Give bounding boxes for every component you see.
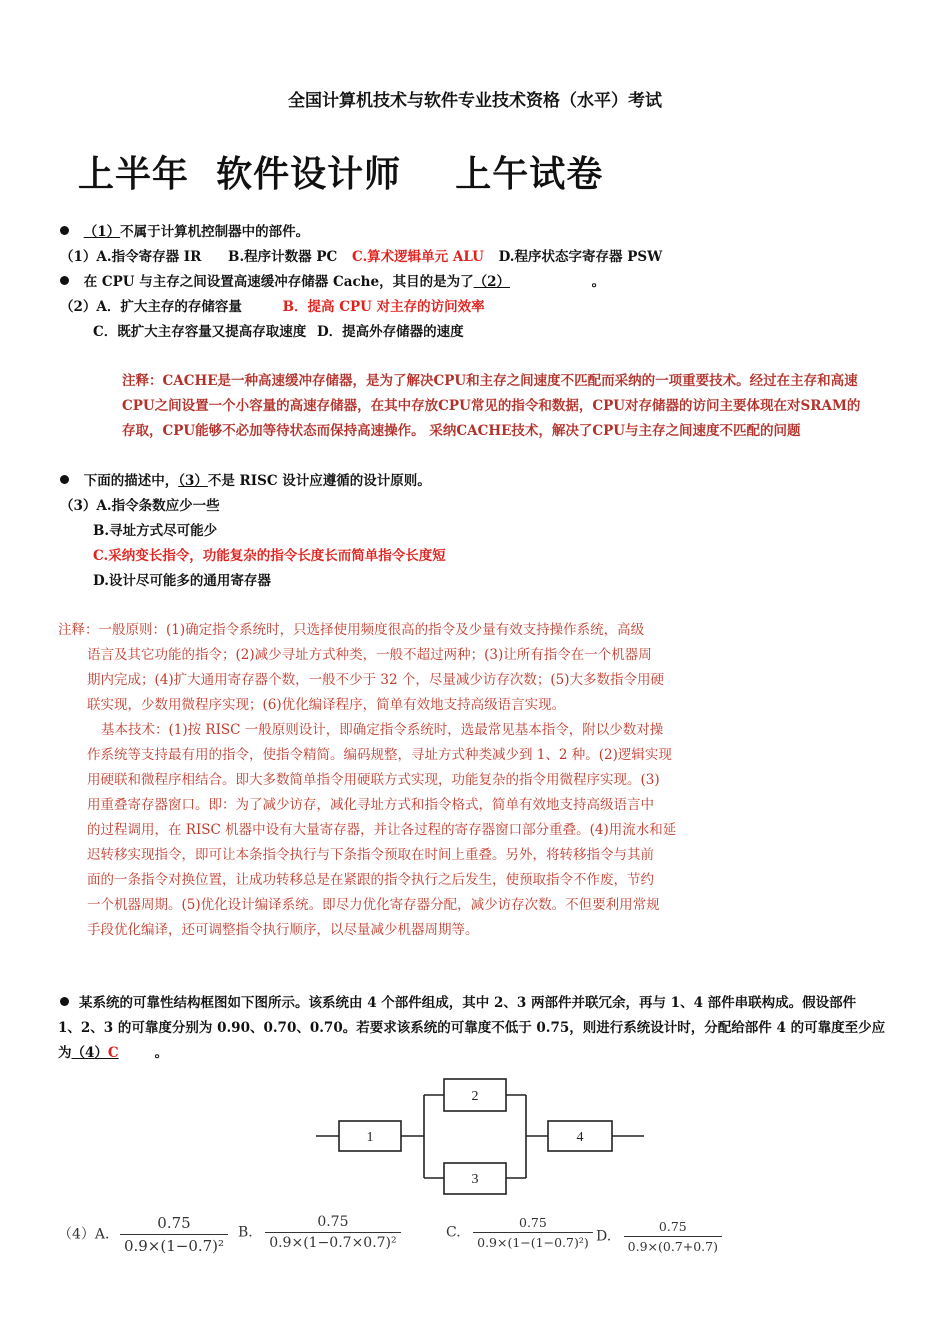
q4-prefix: （4）	[58, 1226, 95, 1243]
q3-note-line: 一个机器周期。(5)优化设计编译系统。即尽力优化寄存器分配，减少访存次数。不但要利用常规	[87, 897, 660, 913]
q3-prefix: （3）	[60, 498, 97, 514]
q2-note-line: 注释：CACHE是一种高速缓冲存储器，是为了解决CPU和主存之间速度不匹配而采纳的一项重要技术。经过在主存和高速	[122, 373, 858, 389]
q2-stem	[60, 270, 605, 290]
q2-note	[122, 369, 860, 444]
bullet-icon	[60, 226, 69, 235]
q4-option-c	[446, 1215, 593, 1250]
q1-option-a: A.指令寄存器 IR	[96, 249, 202, 265]
q1-prefix: （1）	[60, 249, 97, 265]
q4-option-a-fraction	[120, 1214, 228, 1255]
block-2-label: 2	[471, 1089, 479, 1104]
q3-note-line: 语言及其它功能的指令；(2)减少寻址方式种类，一般不超过两种；(3)让所有指令在一个机器周	[87, 647, 652, 663]
q2-option-c: C．既扩大主存容量又提高存取速度	[93, 324, 307, 340]
q3-stem	[60, 469, 431, 489]
q4-option-c-numerator: 0.75	[519, 1215, 547, 1230]
q3-option-b: B.寻址方式尽可能少	[93, 523, 218, 539]
q4-option-b-fraction	[265, 1214, 400, 1251]
q3-note-line: 基本技术：(1)按 RISC 一般原则设计，即确定指令系统时，选最常见基本指令，附以少数对操	[101, 722, 664, 738]
q4-option-b	[238, 1214, 401, 1251]
q2-prefix: （2）	[60, 299, 97, 315]
q3-option-a-row	[60, 494, 220, 514]
paper-title: 上半年 软件设计师 上午试卷	[78, 153, 604, 195]
bullet-icon	[60, 276, 69, 285]
q4-answer: C	[107, 1045, 119, 1061]
q3-note-line: 注释：一般原则：(1)确定指令系统时，只选择使用频度很高的指令及少量有效支持操作系统，高级	[58, 622, 645, 638]
q3-stem-post: 不是 RISC 设计应遵循的设计原则。	[207, 473, 431, 489]
q4-option-a-denominator: 0.9×(1−0.7)²	[120, 1234, 228, 1255]
q4-option-a	[58, 1214, 228, 1255]
q3-note-line: 期内完成；(4)扩大通用寄存器个数，一般不少于 32 个，尽量减少访存次数；(5)大多数指令用硬	[87, 672, 665, 688]
q2-option-a: A．扩大主存的存储容量	[96, 299, 242, 315]
q3-note-line: 用重叠寄存器窗口。即：为了减少访存，减化寻址方式和指令格式，简单有效地支持高级语言中	[87, 797, 654, 813]
q4-stem-line3	[58, 1041, 168, 1061]
q4-line1-text: 某系统的可靠性结构框图如下图所示。该系统由 4 个部件组成，其中 2、3 两部件并联冗余，再与 1、4 部件串联构成。假设部件	[79, 995, 857, 1011]
q4-option-d-numerator: 0.75	[658, 1219, 687, 1234]
q4-option-d-fraction	[624, 1219, 722, 1254]
q2-note-line: 存取，CPU能够不必加等待状态而保持高速操作。 采纳CACHE技术，解决了CPU与主存之间速度不匹配的问题	[122, 423, 801, 439]
q3-note-line: 的过程调用，在 RISC 机器中设有大量寄存器，并让各过程的寄存器窗口部分重叠。(4)用流水和延	[87, 822, 677, 838]
q2-stem-end: 。	[591, 274, 606, 290]
q3-note-line: 迟转移实现指令，即可让本条指令执行与下条指令预取在时间上重叠。另外，将转移指令与其前	[87, 847, 654, 863]
q4-option-a-numerator: 0.75	[157, 1214, 191, 1232]
block-1-label: 1	[366, 1130, 374, 1145]
q1-blank: （1）	[83, 224, 121, 240]
q4-line3-end: 。	[154, 1045, 169, 1061]
q1-stem-text: 不属于计算机控制器中的部件。	[120, 224, 310, 240]
q4-blank	[72, 1045, 141, 1061]
q4-option-b-denominator: 0.9×(1−0.7×0.7)²	[265, 1232, 400, 1251]
q1-stem	[60, 220, 309, 240]
q1-option-c: C.算术逻辑单元 ALU	[351, 249, 484, 265]
q3-option-c: C.采纳变长指令，功能复杂的指令长度长而简单指令长度短	[93, 548, 446, 564]
q2-option-b: B．提高 CPU 对主存的访问效率	[282, 299, 485, 315]
q3-note-line: 用硬联和微程序相结合。即大多数简单指令用硬联方式实现，功能复杂的指令用微程序实现。(3)	[87, 772, 660, 788]
q3-option-a: A.指令条数应少一些	[96, 498, 220, 514]
q3-note	[58, 618, 676, 943]
q4-option-c-fraction	[473, 1215, 593, 1250]
q4-option-d-denominator: 0.9×(0.7+0.7)	[624, 1236, 722, 1254]
q4-option-d-label: D.	[596, 1228, 612, 1245]
q2-option-d: D．提高外存储器的速度	[316, 324, 464, 340]
q3-note-line: 联实现，少数用微程序实现；(6)优化编译程序，简单有效地支持高级语言实现。	[87, 697, 566, 713]
q4-option-c-denominator: 0.9×(1−(1−0.7)²)	[473, 1232, 593, 1250]
q4-option-b-label: B.	[238, 1224, 253, 1241]
bullet-icon	[60, 475, 69, 484]
q4-option-b-numerator: 0.75	[317, 1214, 349, 1230]
q4-stem-line1	[60, 991, 856, 1011]
q2-note-line: CPU之间设置一个小容量的高速存储器，在其中存放CPU常见的指令和数据，CPU对存储器的访问主要体现在对SRAM的	[122, 398, 861, 414]
block-4-label: 4	[576, 1130, 584, 1145]
q4-line3-pre: 为	[58, 1045, 72, 1061]
q4-stem-line2: 1、2、3 的可靠度分别为 0.90、0.70、0.70。若要求该系统的可靠度不低于 0.75，则进行系统设计时，分配给部件 4 的可靠度至少应	[58, 1020, 886, 1036]
q4-option-c-label: C.	[446, 1224, 461, 1241]
bullet-icon	[60, 997, 69, 1006]
q3-note-line: 面的一条指令对换位置，让成功转移总是在紧跟的指令执行之后发生，使预取指令不作废，节约	[87, 872, 654, 888]
q2-options-row2	[93, 320, 464, 340]
reliability-block-diagram	[300, 1070, 660, 1205]
q3-blank: （3）	[178, 473, 208, 489]
block-3-label: 3	[471, 1172, 479, 1187]
q2-options-row1	[60, 295, 485, 315]
q3-note-line: 作系统等支持最有用的指令，使指令精简。编码规整，寻址方式种类减少到 1、2 种。(2)逻辑实现	[87, 747, 672, 763]
q3-option-d: D.设计尽可能多的通用寄存器	[93, 573, 271, 589]
q4-option-a-label: A.	[94, 1226, 110, 1243]
q1-option-b: B.程序计数器 PC	[228, 249, 338, 265]
exam-title: 全国计算机技术与软件专业技术资格（水平）考试	[288, 91, 662, 111]
q2-blank: （2）	[473, 274, 510, 290]
q4-option-d	[596, 1219, 722, 1254]
q3-note-line: 手段优化编译，还可调整指令执行顺序，以尽量减少机器周期等。	[87, 922, 479, 938]
q4-blank-label: （4）	[71, 1045, 108, 1061]
q1-options	[60, 245, 662, 265]
q2-stem-text: 在 CPU 与主存之间设置高速缓冲存储器 Cache，其目的是为了	[83, 274, 474, 290]
q1-option-d: D.程序状态字寄存器 PSW	[498, 249, 663, 265]
q3-stem-pre: 下面的描述中，	[83, 473, 179, 489]
